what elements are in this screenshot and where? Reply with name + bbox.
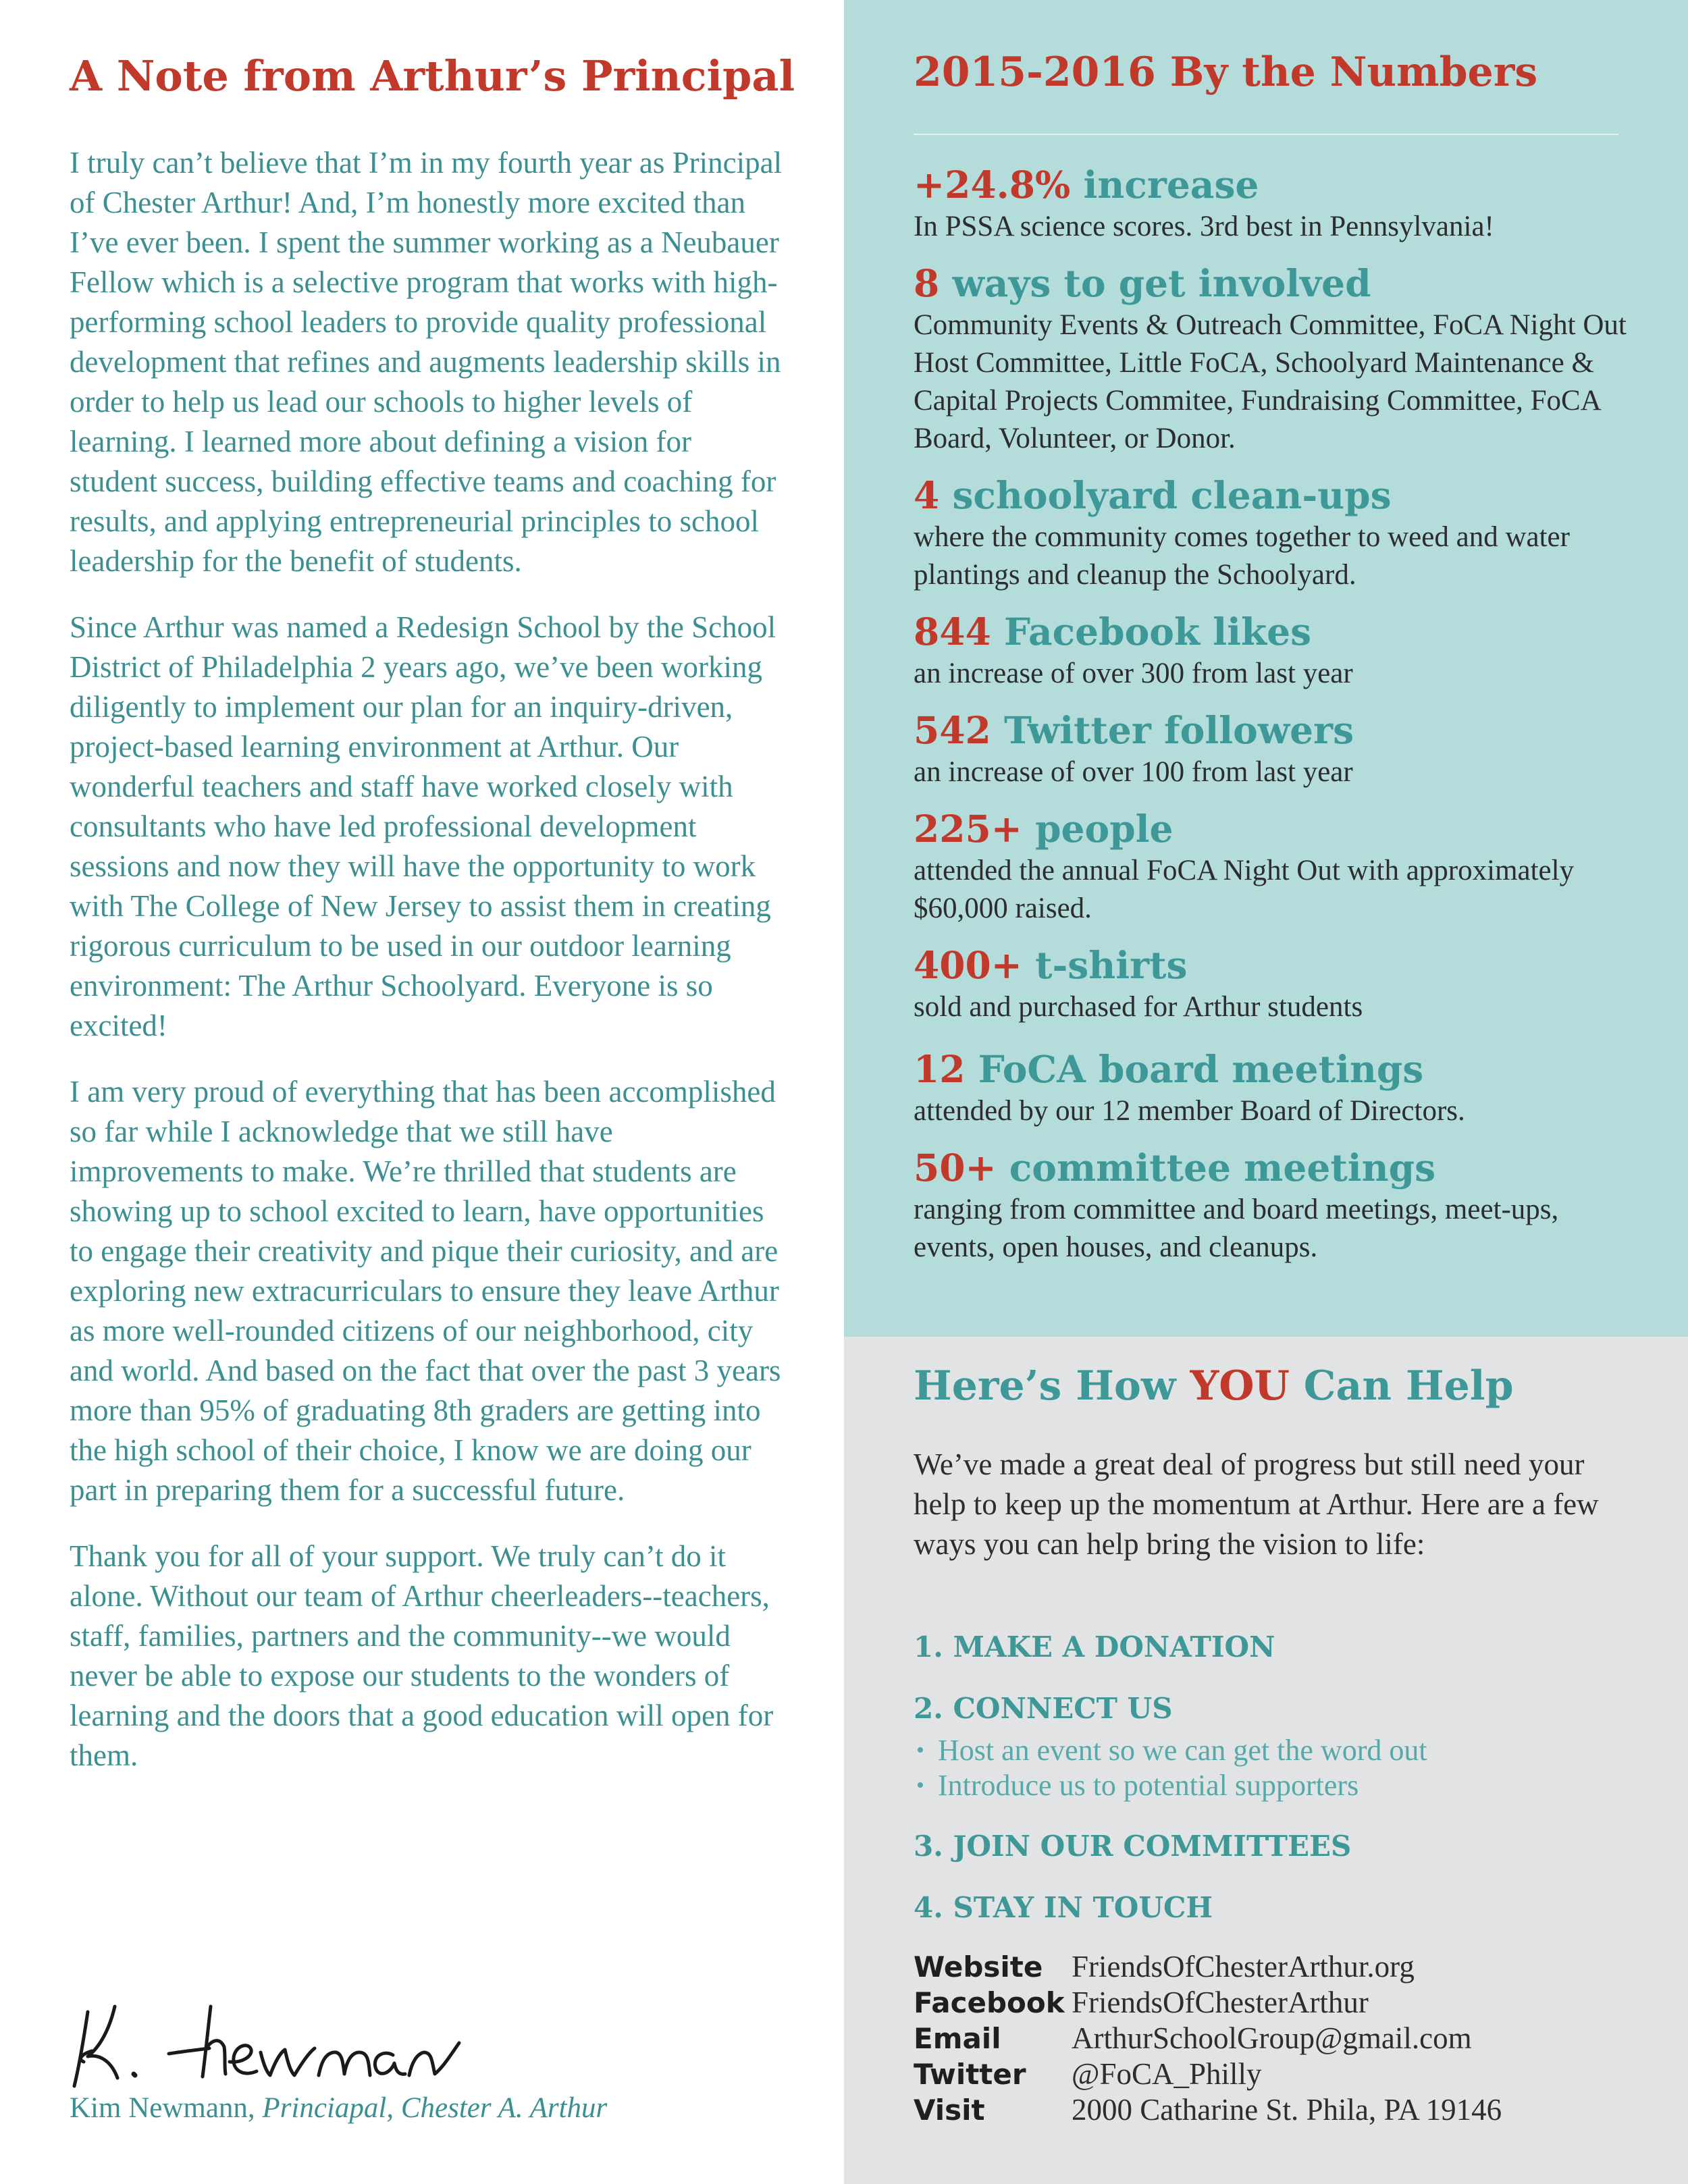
stat-label: FoCA board meetings xyxy=(978,1047,1424,1091)
stat-description: where the community comes together to weed and water plantings and cleanup the Schoolyard. xyxy=(914,521,1570,591)
contact-label: Twitter xyxy=(914,2058,1026,2091)
stats-list xyxy=(914,162,1629,1281)
stat-value: 844 xyxy=(914,610,991,654)
stat-heading xyxy=(914,162,1629,208)
help-title-end: Can Help xyxy=(1303,1362,1514,1410)
stat-label: people xyxy=(1035,807,1173,851)
stat-item xyxy=(914,162,1629,246)
email-link[interactable]: ArthurSchoolGroup@gmail.com xyxy=(1072,2021,1472,2055)
facebook-link[interactable]: FriendsOfChesterArthur xyxy=(1072,1986,1369,2019)
twitter-link[interactable]: @FoCA_Philly xyxy=(1072,2057,1262,2091)
stat-heading xyxy=(914,609,1629,655)
stat-label: Twitter followers xyxy=(1003,708,1354,752)
stat-description: an increase of over 300 from last year xyxy=(914,658,1353,689)
stat-description: an increase of over 100 from last year xyxy=(914,756,1353,788)
contact-facebook xyxy=(914,1985,1629,2021)
stat-item xyxy=(914,609,1629,693)
stat-item xyxy=(914,942,1629,1026)
note-paragraph-1: I truly can’t believe that I’m in my fourth year as Principal of Chester Arthur! And, I’m honestly more excited than I’ve ever been. I spent the summer working as a Neubauer Fellow which is a selective program that works with high-performing school leaders to provide quality professional development that refines and augments leadership skills in order to help us lead our schools to higher levels of learning. I learned more about defining a vision for student success, building effective teams and coaching for results, and applying entrepreneurial principles to school leadership for the benefit of students. xyxy=(70,146,783,578)
website-link[interactable]: FriendsOfChesterArthur.org xyxy=(1072,1950,1415,1983)
contact-visit xyxy=(914,2092,1629,2128)
stat-label: committee meetings xyxy=(1009,1146,1436,1190)
help-title xyxy=(914,1357,1514,1415)
contact-label: Facebook xyxy=(914,1986,1065,2019)
contact-label: Website xyxy=(914,1950,1043,1983)
stat-heading xyxy=(914,1046,1629,1092)
stat-label: schoolyard clean-ups xyxy=(952,473,1392,517)
connect-us-list xyxy=(914,1733,1629,1803)
stat-description: attended the annual FoCA Night Out with approximately $60,000 raised. xyxy=(914,855,1575,924)
stat-description: In PSSA science scores. 3rd best in Pennsylvania! xyxy=(914,211,1494,242)
contact-email xyxy=(914,2021,1629,2056)
stat-description: Community Events & Outreach Committee, FoCA Night Out Host Committee, Little FoCA, Schoolyard Maintenance & Capital Projects Commitee, Fundraising Committee, FoCA Board, Volunteer, or Donor. xyxy=(914,309,1627,454)
contact-website xyxy=(914,1949,1629,1985)
stat-label: Facebook likes xyxy=(1003,610,1312,654)
stat-value: 225+ xyxy=(914,807,1022,851)
stat-item xyxy=(914,1046,1629,1130)
stat-heading xyxy=(914,708,1629,753)
stat-item xyxy=(914,261,1629,458)
by-the-numbers-section xyxy=(844,0,1688,1337)
stat-description: ranging from committee and board meetings, meet-ups, events, open houses, and cleanups. xyxy=(914,1194,1559,1263)
step-join-committees: 3. JOIN OUR COMMITTEES xyxy=(914,1830,1352,1863)
stat-description: sold and purchased for Arthur students xyxy=(914,991,1363,1023)
stat-heading xyxy=(914,1145,1629,1191)
stat-item xyxy=(914,473,1629,594)
stat-value: +24.8% xyxy=(914,163,1071,207)
step-connect-us: 2. CONNECT US xyxy=(914,1692,1173,1725)
numbers-title: 2015-2016 By the Numbers xyxy=(914,49,1538,96)
stat-item xyxy=(914,708,1629,791)
handwritten-signature xyxy=(68,1992,513,2100)
stat-item xyxy=(914,806,1629,928)
stat-heading xyxy=(914,473,1629,518)
contact-twitter xyxy=(914,2056,1629,2092)
stat-item xyxy=(914,1145,1629,1267)
list-item: • Introduce us to potential supporters xyxy=(914,1768,1629,1803)
step-stay-in-touch: 4. STAY IN TOUCH xyxy=(914,1891,1213,1924)
address-text: 2000 Catharine St. Phila, PA 19146 xyxy=(1072,2093,1502,2127)
note-paragraph-3: I am very proud of everything that has been accomplished so far while I acknowledge that we still have improvements to make. We’re thrilled that students are showing up to school excited to learn, have opportunities to engage their creativity and pique their curiosity, and are exploring new extracurriculars to ensure they leave Arthur as more well-rounded citizens of our neighborhood, city and world. And based on the fact that over the past 3 years more than 95% of graduating 8th graders are getting into the high school of their choice, I know we are doing our part in preparing them for a successful future. xyxy=(70,1075,781,1507)
contact-list xyxy=(914,1949,1629,2128)
stat-value: 400+ xyxy=(914,943,1022,987)
how-you-can-help-section xyxy=(844,1337,1688,2184)
list-item: • Host an event so we can get the word out xyxy=(914,1733,1629,1768)
stat-label: ways to get involved xyxy=(952,261,1371,305)
stat-value: 542 xyxy=(914,708,991,752)
note-paragraph-2: Since Arthur was named a Redesign School by the School District of Philadelphia 2 years ago, we’ve been working diligently to implement our plan for an inquiry-driven, project-based learning environment at Arthur. Our wonderful teachers and staff have worked closely with consultants who have led professional development sessions and now they will have the opportunity to work with The College of New Jersey to assist them in creating rigorous curriculum to be used in our outdoor learning environment: The Arthur Schoolyard. Everyone is so excited! xyxy=(70,610,776,1042)
stat-value: 50+ xyxy=(914,1146,997,1190)
stat-value: 12 xyxy=(914,1047,966,1091)
stat-heading xyxy=(914,261,1629,307)
help-intro: We’ve made a great deal of progress but still need your help to keep up the momentum at Arthur. Here are a few ways you can help bring the vision to life: xyxy=(914,1447,1599,1561)
help-title-start: Here’s How xyxy=(914,1362,1176,1410)
signer-role: Princiapal, Chester A. Arthur xyxy=(262,2092,608,2124)
numbers-divider xyxy=(914,134,1618,135)
stat-value: 4 xyxy=(914,473,940,517)
contact-label: Email xyxy=(914,2022,1001,2055)
stat-label: increase xyxy=(1083,163,1259,207)
principal-note-body xyxy=(70,143,787,1802)
principal-note-title: A Note from Arthur’s Principal xyxy=(70,51,795,101)
stat-value: 8 xyxy=(914,261,940,305)
contact-label: Visit xyxy=(914,2094,985,2127)
sign-off xyxy=(70,2089,607,2128)
stat-description: attended by our 12 member Board of Directors. xyxy=(914,1095,1465,1127)
step-make-donation: 1. MAKE A DONATION xyxy=(914,1630,1275,1663)
signer-name: Kim Newmann, xyxy=(70,2092,255,2124)
stat-heading xyxy=(914,806,1629,852)
help-steps xyxy=(914,1627,1629,2128)
note-paragraph-4: Thank you for all of your support. We truly can’t do it alone. Without our team of Arthur cheerleaders--teachers, staff, families, partners and the community--we would never be able to expose our students to the wonders of learning and the doors that a good education will open for them. xyxy=(70,1539,774,1772)
stat-label: t-shirts xyxy=(1035,943,1188,987)
help-title-you: YOU xyxy=(1190,1362,1290,1410)
stat-heading xyxy=(914,942,1629,988)
